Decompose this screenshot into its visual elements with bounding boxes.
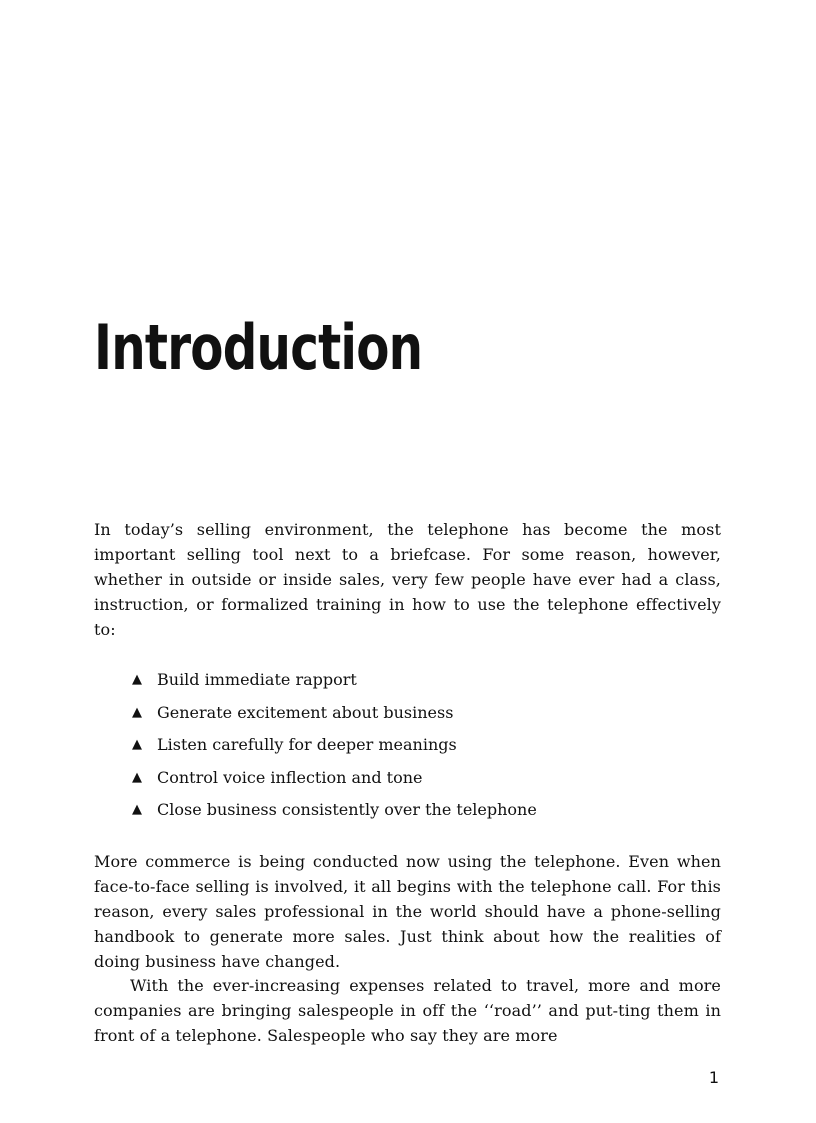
list-item-text: Build immediate rapport: [157, 670, 357, 689]
list-item: [132, 765, 537, 798]
travel-paragraph: With the ever-increasing expenses related to travel, more and more companies are bringing salespeople in off the ‘‘road’’ and put-ting them in front of a telephone. Salespeople who say they are more: [94, 976, 721, 1045]
intro-paragraph: In today’s selling environment, the telephone has become the most important selling tool next to a briefcase. For some reason, however, whether in outside or inside sales, very few people have ever had a class, instruction, or formalized training in how to use the telephone effectively to:: [94, 520, 721, 639]
list-item: [132, 732, 537, 765]
triangle-bullet-icon: ▲: [132, 802, 142, 818]
skills-list: [132, 667, 537, 830]
list-item: [132, 700, 537, 733]
list-item: [132, 667, 537, 700]
list-item-text: Close business consistently over the telephone: [157, 800, 537, 820]
list-item-text: Generate excitement about business: [157, 702, 454, 722]
list-item: [132, 797, 537, 830]
commerce-paragraph: More commerce is being conducted now using the telephone. Even when face-to-face selling is involved, it all begins with the telephone call. For this reason, every sales professional in the world should have a phone-selling handbook to generate more sales. Just think about how the realities of doing business have changed.: [94, 852, 721, 971]
list-item-text: Control voice inflection and tone: [157, 767, 423, 787]
triangle-bullet-icon: ▲: [132, 737, 142, 753]
triangle-bullet-icon: ▲: [132, 704, 142, 720]
triangle-bullet-icon: ▲: [132, 672, 142, 687]
page-number: 1: [708, 1068, 719, 1087]
triangle-bullet-icon: ▲: [132, 769, 142, 785]
chapter-title: Introduction: [94, 311, 423, 384]
list-item-text: Listen carefully for deeper meanings: [157, 735, 457, 755]
